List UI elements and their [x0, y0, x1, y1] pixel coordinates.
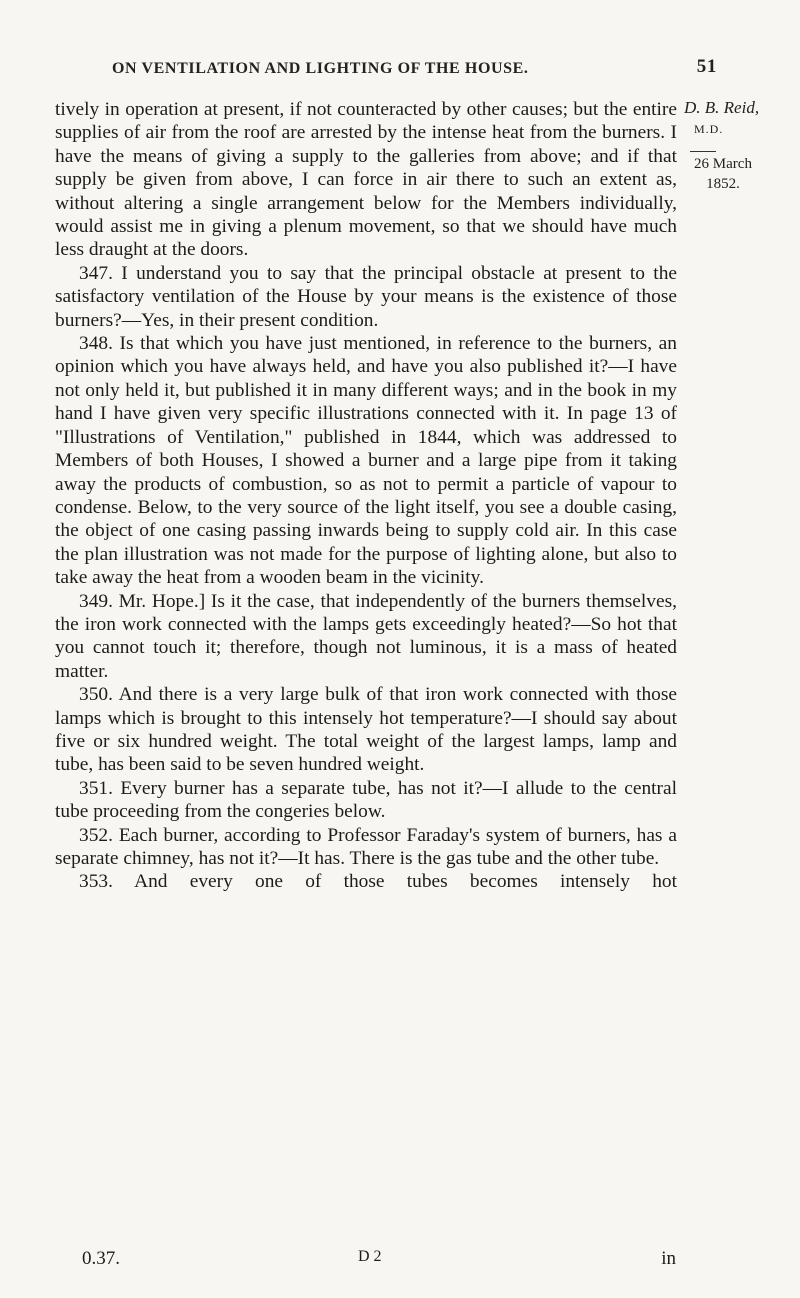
- body-text: [55, 98, 677, 894]
- question-347: 347. I understand you to say that the principal obstacle at present to the satisfactory ventilation of the House by your means is the existence of those burners?—Yes, in their present condition.: [55, 262, 677, 331]
- witness-name: D. B. Reid,: [684, 98, 760, 117]
- page-number: 51: [696, 56, 717, 77]
- margin-date: [684, 154, 762, 194]
- margin-rule: [690, 151, 716, 152]
- paragraph-continued: tively in operation at present, if not counteracted by other causes; but the entire supplies of air from the roof are arrested by the intense heat from the burners. I have the means of giving a supply to the galleries from above; and if that supply be given from above, I can force in air there to such an extent as, without altering a single arrangement below for the Members individually, would assist me in giving a plenum movement, so that we should have much less draught at the doors.: [55, 99, 677, 261]
- question-351: 351. Every burner has a separate tube, has not it?—I allude to the central tube proceeding from the congeries below.: [55, 777, 677, 823]
- question-348: 348. Is that which you have just mentioned, in reference to the burners, an opinion which you have always held, and have you also published it?—I have not only held it, but published it in many different ways; and in the book in my hand I have given very specific illustrations connected with it. In page 13 of "Illustrations of Ventilation," published in 1844, which was addressed to Members of both Houses, I showed a burner and a large pipe from it taking away the products of combustion, so as not to permit a particle of vapour to condense. Below, to the very source of the light itself, you see a double casing, the object of one casing passing inwards being to supply cold air. In this case the plan illustration was not made for the purpose of lighting alone, but also to take away the heat from a wooden beam in the vicinity.: [55, 333, 677, 589]
- signature-mark: 0.37.: [82, 1248, 120, 1269]
- question-352: 352. Each burner, according to Professor Faraday's system of burners, has a separate chimney, has not it?—It has. There is the gas tube and the other tube.: [55, 824, 677, 869]
- sheet-mark: D 2: [358, 1248, 382, 1265]
- question-349: 349. Mr. Hope.] Is it the case, that independently of the burners themselves, the iron work connected with the lamps gets exceedingly heated?—So hot that you cannot touch it; therefore, though not luminous, it is a mass of heated matter.: [55, 590, 677, 682]
- question-353: 353. And every one of those tubes becomes intensely hot: [79, 871, 677, 893]
- running-title: ON VENTILATION AND LIGHTING OF THE HOUSE.: [112, 60, 529, 77]
- catchword: in: [661, 1248, 676, 1269]
- witness-degree: M.D.: [694, 122, 724, 136]
- margin-date-line1: 26 March: [694, 156, 752, 172]
- question-350: 350. And there is a very large bulk of that iron work connected with those lamps which is brought to this intensely hot temperature?—I should say about five or six hundred weight. The total weight of the largest lamps, lamp and tube, has been said to be seven hundred weight.: [55, 684, 677, 776]
- margin-date-line2: 1852.: [706, 176, 740, 192]
